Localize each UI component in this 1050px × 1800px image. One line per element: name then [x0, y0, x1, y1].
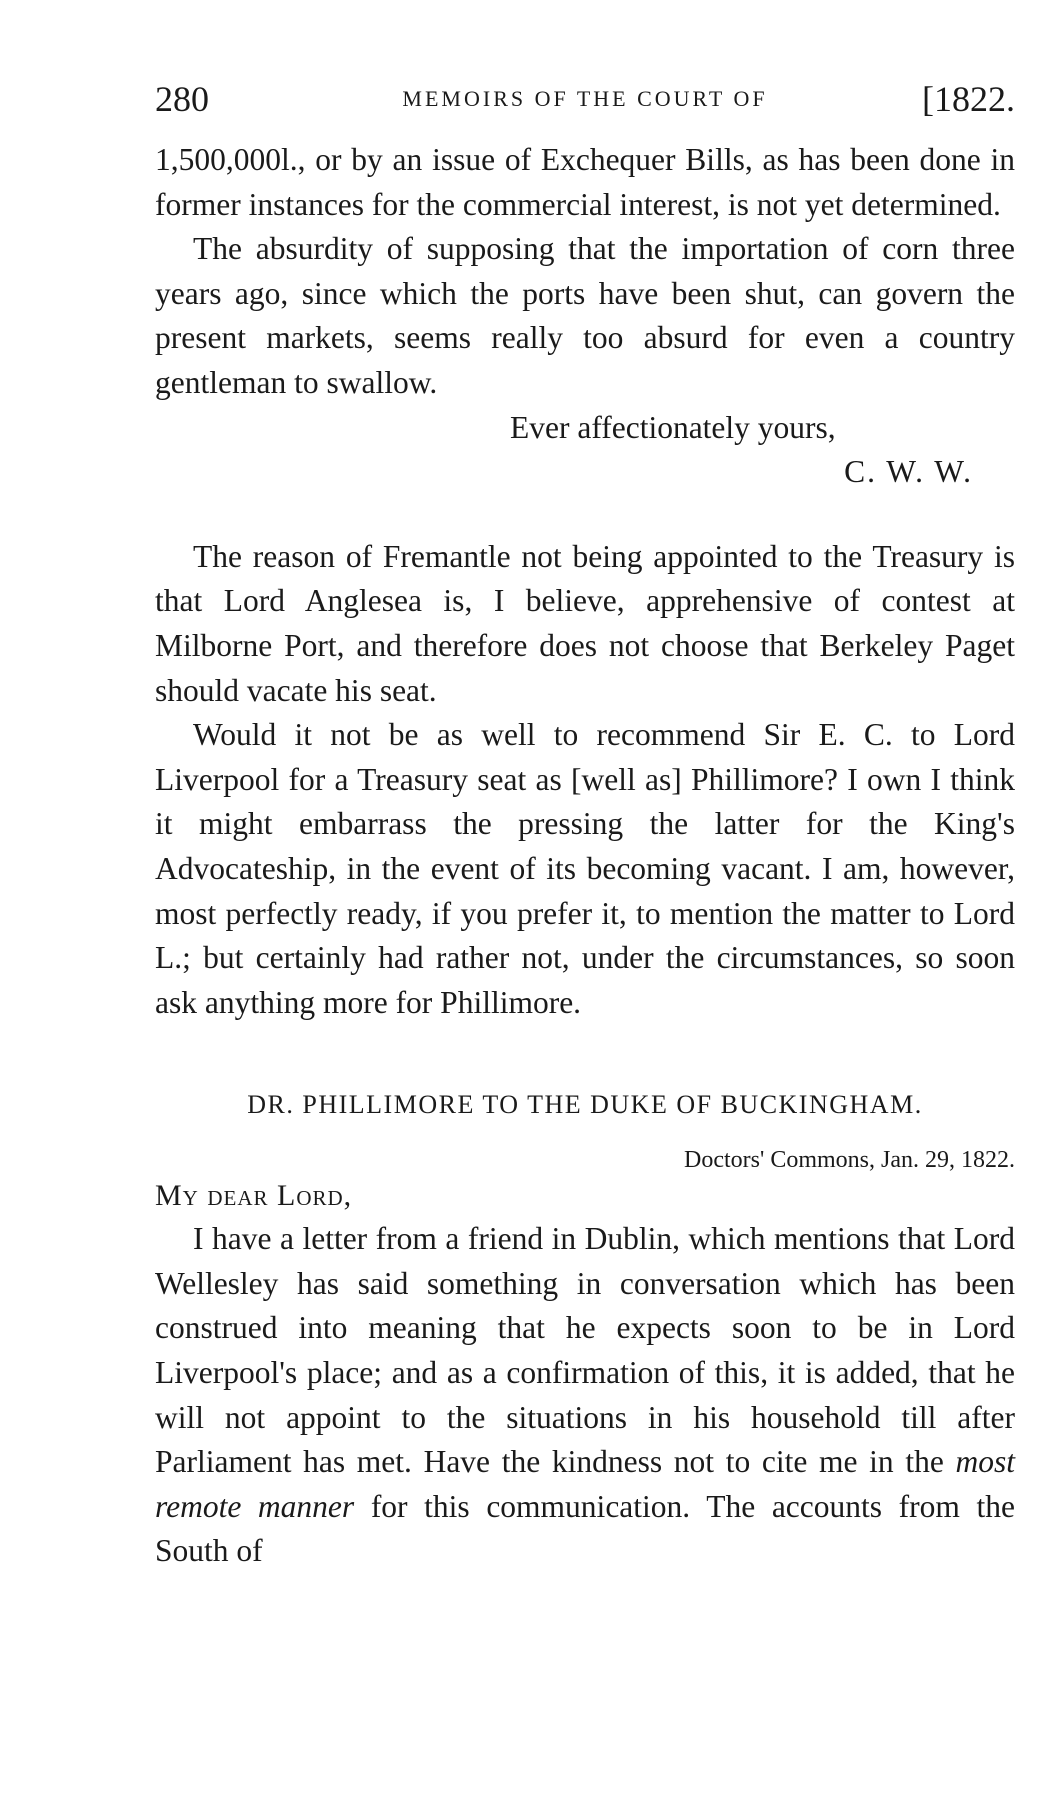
page-header: [155, 78, 1015, 138]
paragraph-phillimore: Would it not be as well to recommend Sir E. C. to Lord Liverpool for a Treasury seat as [well as] Phillimore? I own I think it might embarrass the pressing the latter for the King's Advocateship, in the event of its becoming vacant. I am, however, most perfectly ready, if you prefer it, to mention the matter to Lord L.; but certainly had rather not, under the circumstances, so soon ask anything more for Phillimore.: [155, 717, 1015, 1020]
page-number: 280: [155, 79, 209, 119]
paragraph-continuation: 1,500,000l., or by an issue of Exchequer Bills, as has been done in former instances for the commercial interest, is not yet determined.: [155, 142, 1015, 222]
paragraph-fremantle: The reason of Fremantle not being appointed to the Treasury is that Lord Anglesea is, I believe, apprehensive of contest at Milborne Port, and therefore does not choose that Berkeley Paget should vacate his seat.: [155, 538, 1015, 708]
letter-heading: DR. PHILLIMORE TO THE DUKE OF BUCKINGHAM.: [247, 1090, 923, 1120]
paragraph-text-start: I have a letter from a friend in Dublin, which mentions that Lord Wellesley has said something in conversation which has been construed into meaning that he expects soon to be in Lord Liverpool's place; and as a confirmation of this, it is added, that he will not appoint to the situations in his household till after Parliament has met. Have the kindness not to cite me in the: [155, 1221, 1015, 1480]
letter-dateline: Doctors' Commons, Jan. 29, 1822.: [684, 1147, 1015, 1174]
header-year: [1822.: [922, 79, 1015, 119]
letter-signature: C. W. W.: [844, 454, 973, 490]
letter-salutation: My dear Lord,: [155, 1179, 353, 1213]
letter-closing: Ever affectionately yours,: [510, 409, 836, 445]
book-page: [155, 78, 1015, 1574]
paragraph-dublin-letter: [155, 1217, 1015, 1574]
emphasized-text: most remote manner: [155, 1444, 1015, 1524]
paragraph-text-end: for this communication. The accounts from the South of: [155, 1488, 1016, 1569]
running-title: MEMOIRS OF THE COURT OF: [402, 86, 768, 111]
paragraph-corn-importation: The absurdity of supposing that the importation of corn three years ago, since which the ports have been shut, can govern the present markets, seems really too absurd for even a country gentleman to swallow.: [155, 231, 1015, 400]
